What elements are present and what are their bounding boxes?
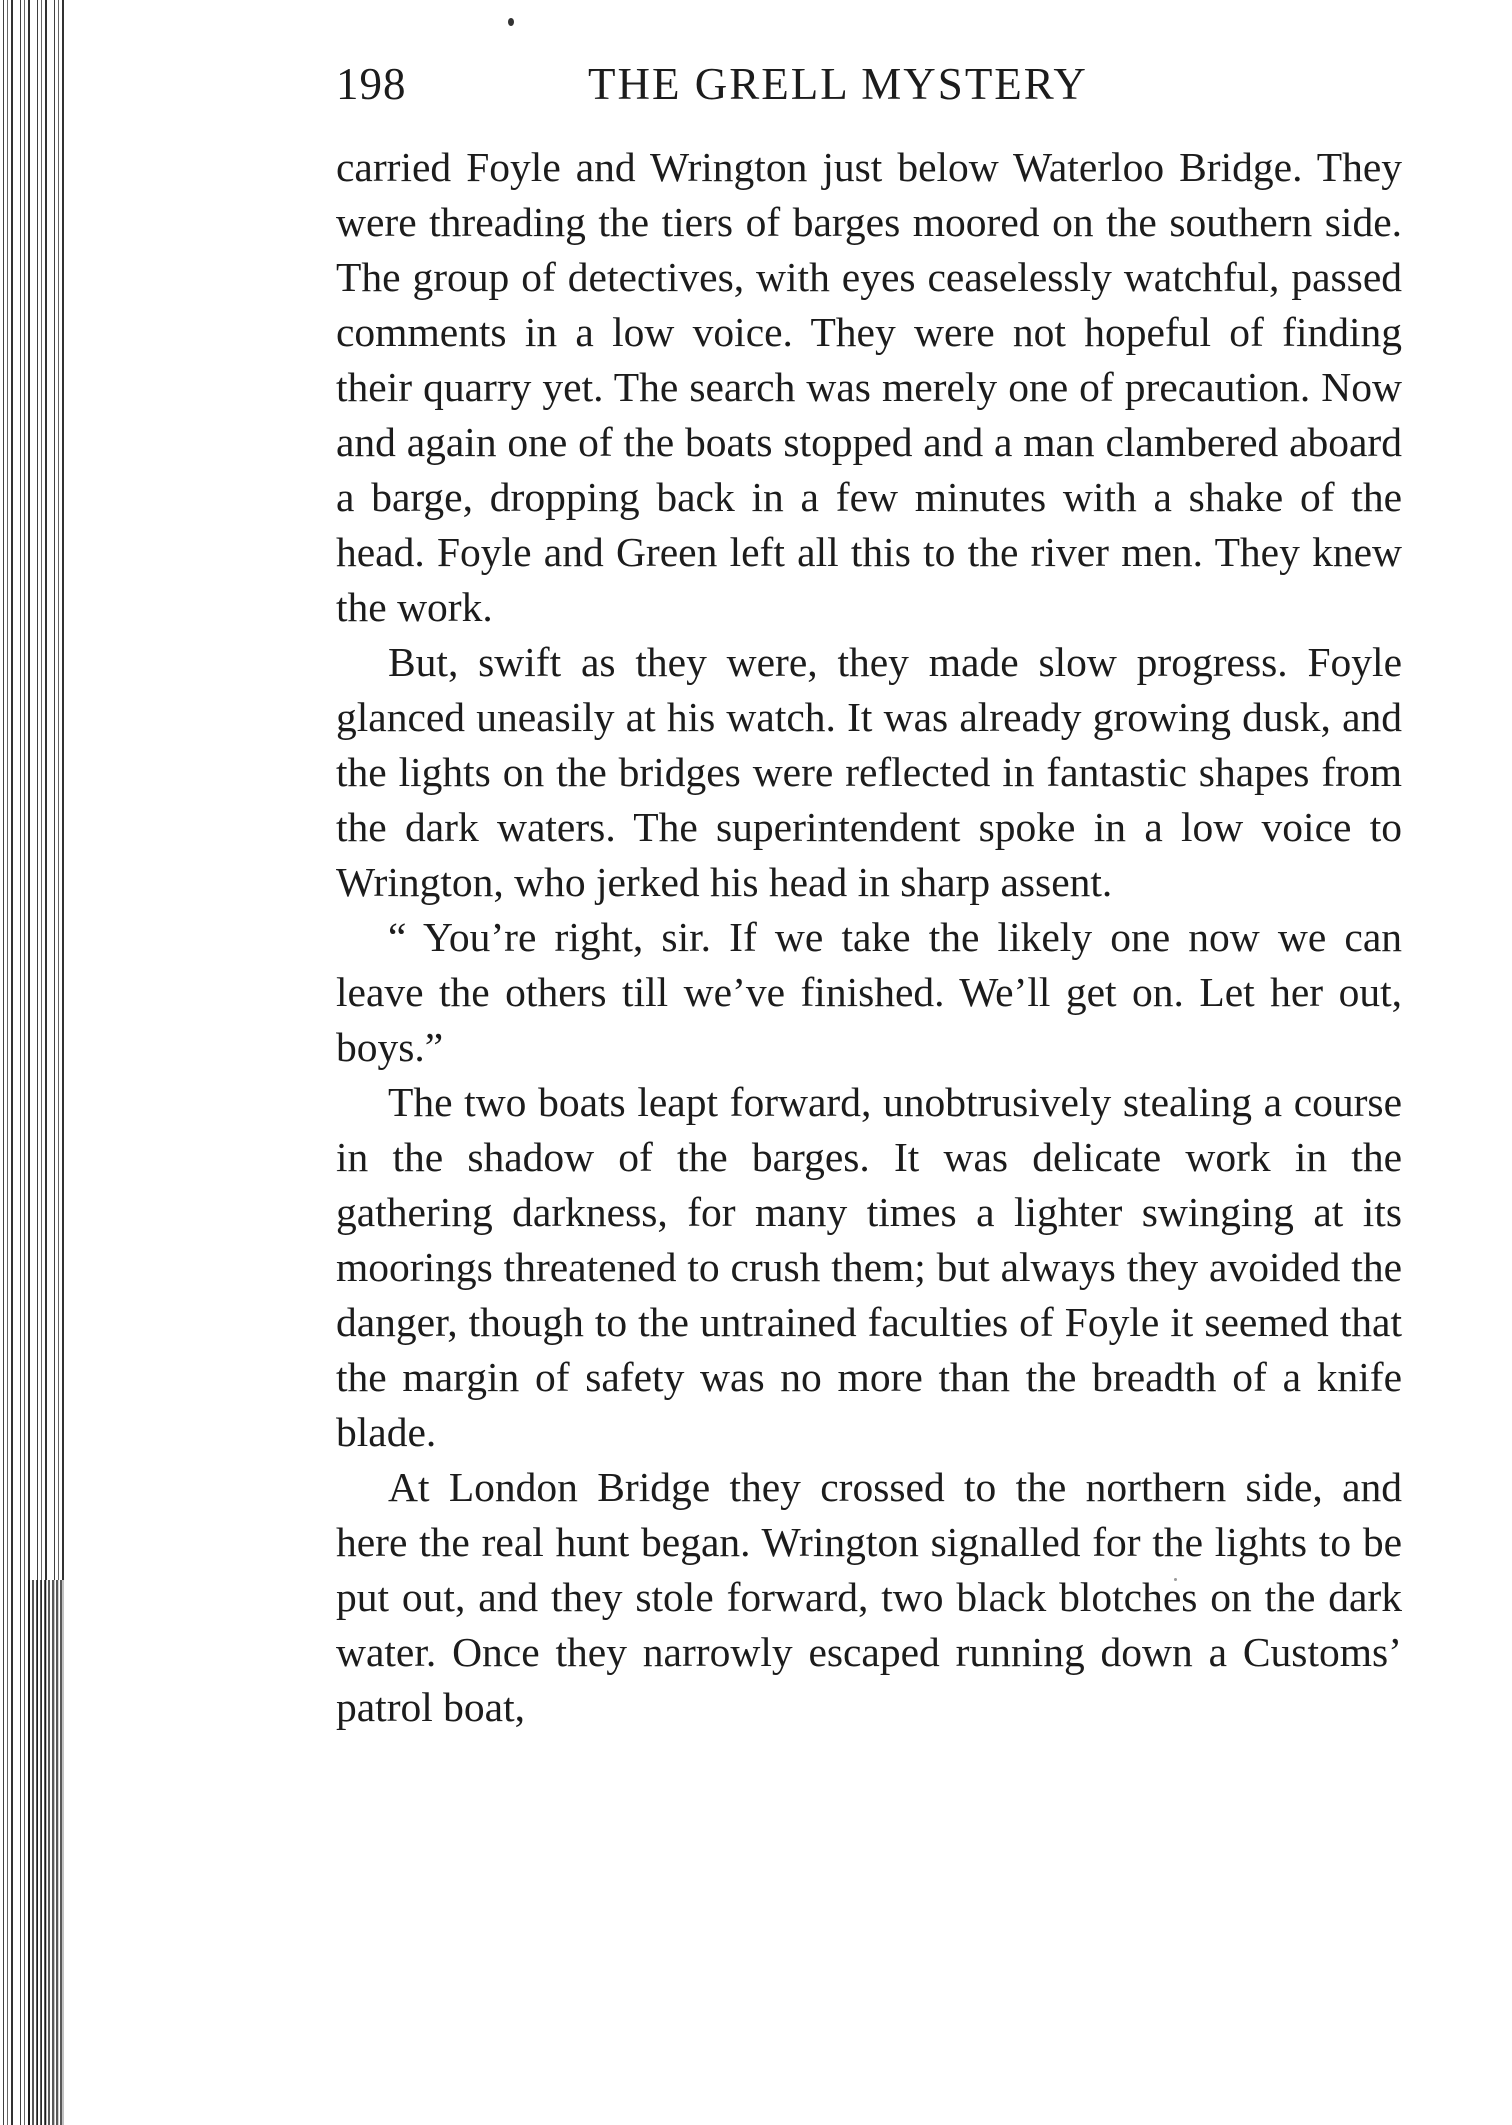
paragraph: But, swift as they were, they made slow progress. Foyle glanced uneasily at his watch. It was already growing dusk, and the lights on the bridges were reflected in fantastic shapes from the dark waters. The superintendent spoke in a low voice to Wrington, who jerked his head in sharp assent. <box>336 639 1402 905</box>
paragraph: “ You’re right, sir. If we take the likely one now we can leave the others till we’ve finished. We’ll get on. Let her out, boys.” <box>336 914 1402 1070</box>
paragraph: carried Foyle and Wrington just below Waterloo Bridge. They were threading the tiers of barges moored on the southern side. The group of detectives, with eyes ceaselessly watchful, passed comments in a low voice. They were not hopeful of finding their quarry yet. The search was merely one of precaution. Now and again one of the boats stopped and a man clambered aboard a barge, dropping back in a few minutes with a shake of the head. Foyle and Green left all this to the river men. They knew the work. <box>336 144 1402 630</box>
ink-speck <box>508 18 514 26</box>
book-gutter-shadow <box>28 1580 64 2125</box>
paragraph: At London Bridge they crossed to the northern side, and here the real hunt began. Wrington signalled for the lights to be put out, and they stole forward, two black blotches on the dark water. Once they narrowly escaped running down a Customs’ patrol boat, <box>336 1464 1402 1730</box>
page-number: 198 <box>336 59 407 109</box>
body-text <box>336 140 1402 1735</box>
running-title: THE GRELL MYSTERY <box>588 59 1088 109</box>
page-header <box>336 58 1402 118</box>
paragraph: The two boats leapt forward, unobtrusively stealing a course in the shadow of the barges. It was delicate work in the gathering darkness, for many times a lighter swinging at its moorings threatened to crush them; but always they avoided the danger, though to the untrained faculties of Foyle it seemed that the margin of safety was no more than the breadth of a knife blade. <box>336 1079 1402 1455</box>
